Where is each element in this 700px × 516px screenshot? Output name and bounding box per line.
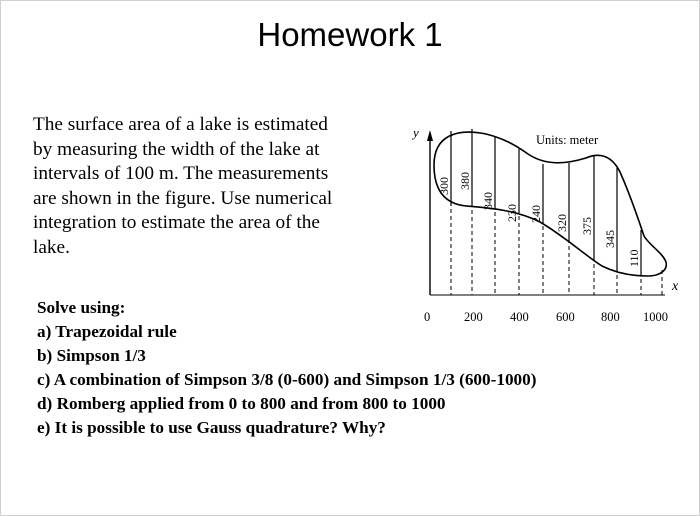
y-axis-arrow <box>427 130 433 141</box>
x-tick-label: 600 <box>556 310 575 324</box>
page-title: Homework 1 <box>257 16 443 53</box>
width-label: 375 <box>580 217 594 235</box>
task-item: d) Romberg applied from 0 to 800 and from 800 to 1000 <box>37 394 446 413</box>
x-tick-label: 800 <box>601 310 620 324</box>
x-tick-label: 400 <box>510 310 529 324</box>
width-label: 380 <box>458 172 472 190</box>
problem-line: The surface area of a lake is estimated <box>33 114 328 135</box>
task-heading: Solve using: <box>37 298 126 317</box>
task-item: b) Simpson 1/3 <box>37 346 146 365</box>
width-label: 300 <box>437 177 451 195</box>
width-label: 320 <box>555 214 569 232</box>
width-label: 345 <box>603 230 617 248</box>
x-tick-label: 1000 <box>643 310 668 324</box>
problem-line: lake. <box>33 236 70 258</box>
width-label: 340 <box>481 192 495 210</box>
task-item: c) A combination of Simpson 3/8 (0-600) and Simpson 1/3 (600-1000) <box>37 370 537 389</box>
y-axis-label: y <box>413 125 419 140</box>
x-tick-label: 0 <box>424 310 431 324</box>
measurement-lines <box>451 129 641 276</box>
task-item: e) It is possible to use Gauss quadrature? Why? <box>37 418 386 437</box>
x-axis-label: x <box>672 279 679 294</box>
x-tick-label: 200 <box>464 310 483 324</box>
problem-line: by measuring the width of the lake at <box>33 138 320 160</box>
width-label: 230 <box>505 204 519 222</box>
lake-figure <box>400 110 690 325</box>
problem-statement <box>33 113 378 260</box>
problem-line: intervals of 100 m. The measurements <box>33 163 329 184</box>
problem-line: are shown in the figure. Use numerical <box>33 187 333 209</box>
task-item: a) Trapezoidal rule <box>37 322 177 341</box>
task-list <box>37 296 536 440</box>
units-label: Units: meter <box>536 133 599 147</box>
width-label: 110 <box>627 249 641 267</box>
problem-line: integration to estimate the area of the <box>33 212 320 233</box>
width-label: 240 <box>529 205 543 223</box>
